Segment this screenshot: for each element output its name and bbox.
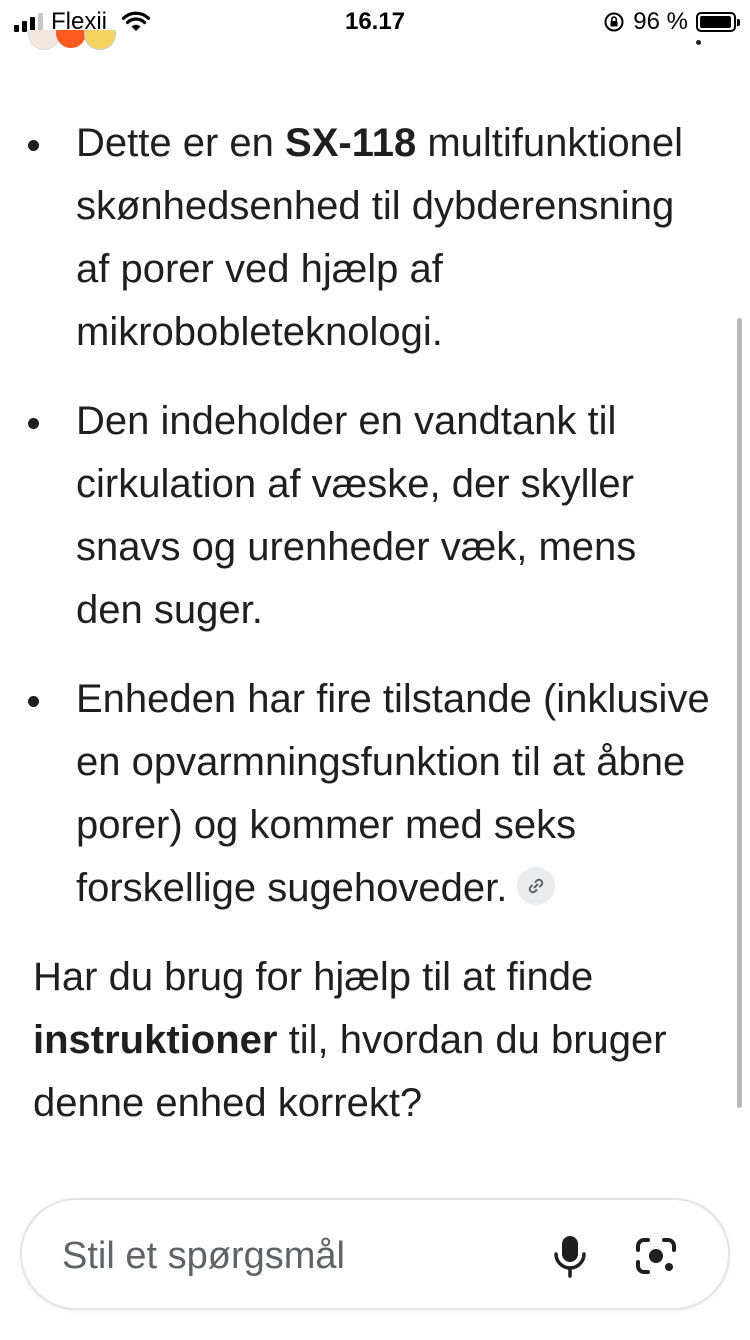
source-avatar xyxy=(84,30,116,50)
answer-bullet xyxy=(0,390,750,642)
more-options-icon[interactable] xyxy=(696,40,701,45)
text-run: Den indeholder en vandtank til cirkulation af væske, der skyller snavs og urenheder væk, mens den suger. xyxy=(76,399,637,632)
text-run: multifunktionel skønhedsenhed til dybderensning af porer ved hjælp af mikrobobleteknologi. xyxy=(76,121,684,354)
microphone-icon[interactable] xyxy=(550,1234,590,1278)
scrolled-off-source-avatars xyxy=(28,30,138,50)
ask-box[interactable] xyxy=(20,1198,730,1310)
text-run: Enheden har fire tilstande (inklusive en opvarmningsfunktion til at åbne porer) og kommer med seks forskellige sugehoveder. xyxy=(76,677,710,910)
battery-percent: 96 % xyxy=(633,8,688,35)
carrier-name: Flexii xyxy=(51,8,108,35)
answer-bullet xyxy=(0,668,750,920)
follow-up-question xyxy=(0,946,750,1135)
status-right xyxy=(603,8,736,36)
battery-fill xyxy=(700,16,731,28)
orientation-lock-icon xyxy=(603,11,625,33)
bold-text: SX-118 xyxy=(285,121,417,165)
answer-bullet xyxy=(0,112,750,364)
source-avatar xyxy=(56,30,86,48)
status-time: 16.17 xyxy=(344,8,406,35)
camera-lens-icon[interactable] xyxy=(634,1236,678,1276)
answer-content xyxy=(0,112,750,1135)
text-run: Dette er en xyxy=(76,121,286,165)
ask-input[interactable] xyxy=(62,1228,522,1284)
bold-text: instruktioner xyxy=(33,1018,278,1062)
text-run: Har du brug for hjælp til at finde xyxy=(33,955,594,999)
link-icon[interactable] xyxy=(517,867,555,905)
text-run: til, hvordan du bruger denne enhed korrekt? xyxy=(33,1018,667,1125)
battery-icon xyxy=(696,12,736,32)
scrollbar[interactable] xyxy=(737,318,742,1108)
answer-bullet-list xyxy=(0,112,750,920)
